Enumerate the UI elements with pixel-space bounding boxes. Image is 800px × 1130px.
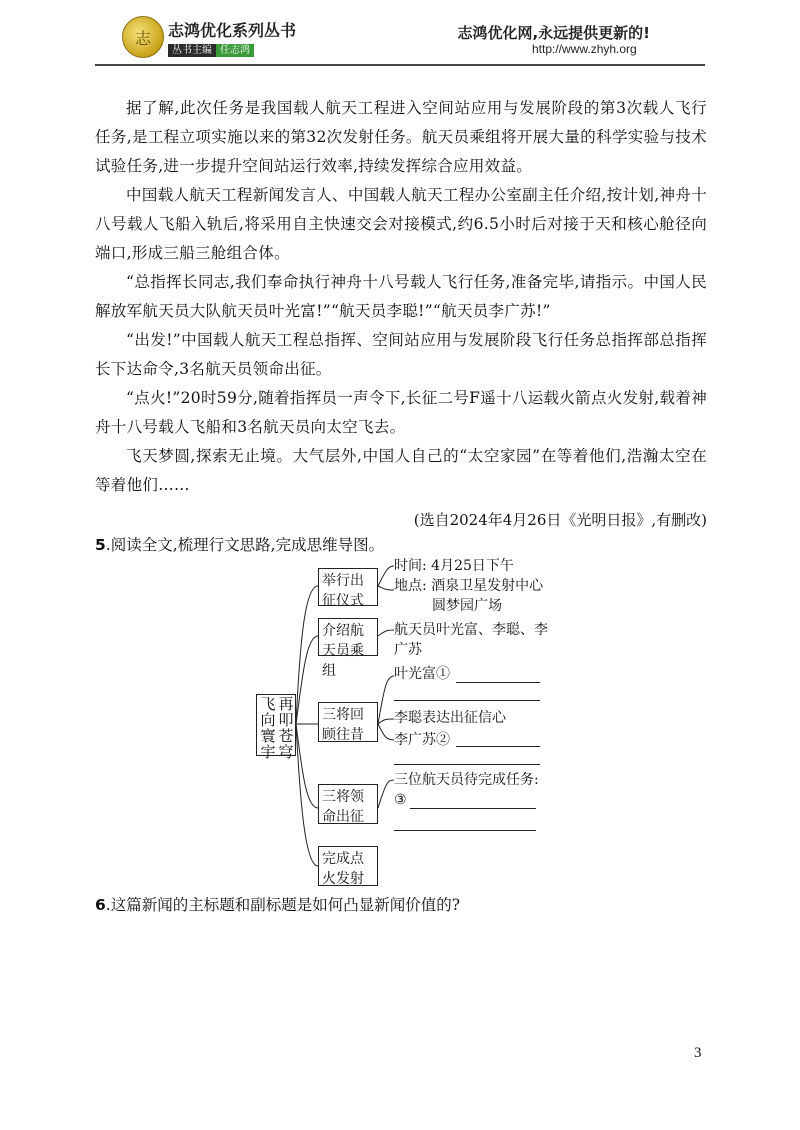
detail-place-2: 圆梦园广场 xyxy=(432,598,502,614)
article-body xyxy=(95,94,707,535)
paragraph: 中国载人航天工程新闻发言人、中国载人航天工程办公室副主任介绍,按计划,神舟十八号载人飞船入轨后,将采用自主快速交会对接模式,约6.5小时后对接于天和核心舱径向端口,形成三船三舱组合体。 xyxy=(95,186,707,262)
detail-place: 地点: 酒泉卫星发射中心 xyxy=(394,578,544,594)
answer-blank-2b[interactable] xyxy=(394,764,540,765)
detail-ye-guangfu: 叶光富① xyxy=(394,666,450,682)
site-url[interactable]: http://www.zhyh.org xyxy=(532,42,637,56)
answer-blank-3b[interactable] xyxy=(394,830,536,831)
detail-crew: 航天员叶光富、李聪、李 xyxy=(394,622,548,638)
question-number: 6 xyxy=(95,896,106,914)
detail-li-guangsu: 李广苏② xyxy=(394,732,450,748)
answer-blank-1b[interactable] xyxy=(394,700,540,701)
detail-task: 三位航天员待完成任务: xyxy=(394,772,539,788)
editor-label: 丛书主编 xyxy=(168,44,216,57)
answer-blank-1a[interactable] xyxy=(456,682,540,683)
paragraph: “点火!”20时59分,随着指挥员一声令下,长征二号F遥十八运载火箭点火发射,载着神舟十八号载人飞船和3名航天员向太空飞去。 xyxy=(95,389,707,436)
editor-name: 任志鸿 xyxy=(216,44,254,57)
page-number: 3 xyxy=(694,1045,702,1061)
paragraph: 据了解,此次任务是我国载人航天工程进入空间站应用与发展阶段的第3次载人飞行任务,是工程立项实施以来的第32次发射任务。航天员乘组将开展大量的科学实验与技术试验任务,进一步提升空间站运行效率,持续发挥综合应用效益。 xyxy=(95,99,707,175)
paragraph: “出发!”中国载人航天工程总指挥、空间站应用与发展阶段飞行任务总指挥部总指挥长下达命令,3名航天员领命出征。 xyxy=(95,331,707,378)
answer-blank-3a[interactable] xyxy=(410,808,536,809)
branch-ceremony: 举行出征仪式 xyxy=(318,568,378,606)
detail-task-blank-label: ③ xyxy=(394,792,407,808)
question-6 xyxy=(95,893,460,917)
detail-crew-2: 广苏 xyxy=(394,642,422,658)
branch-launch: 完成点火发射 xyxy=(318,846,378,886)
paragraph: “总指挥长同志,我们奉命执行神舟十八号载人飞行任务,准备完毕,请指示。中国人民解放军航天员大队航天员叶光富!”“航天员李聪!”“航天员李广苏!” xyxy=(95,273,707,320)
site-slogan: 志鸿优化网,永远提供更新的! xyxy=(457,24,650,42)
branch-depart: 三将领命出征 xyxy=(318,784,378,824)
answer-blank-2a[interactable] xyxy=(456,746,540,747)
question-5 xyxy=(95,533,384,557)
question-text: .阅读全文,梳理行文思路,完成思维导图。 xyxy=(105,536,385,554)
branch-recall: 三将回顾往昔 xyxy=(318,702,378,742)
paragraph: 飞天梦圆,探索无止境。大气层外,中国人自己的“太空家园”在等着他们,浩瀚太空在等着他们…… xyxy=(95,447,707,494)
series-logo-icon: 志 xyxy=(122,16,164,58)
series-editor xyxy=(168,41,254,56)
question-number: 5 xyxy=(95,536,106,554)
branch-crew-intro: 介绍航天员乘组 xyxy=(318,618,378,656)
detail-li-cong: 李聪表达出征信心 xyxy=(394,710,506,726)
page-header xyxy=(0,0,800,72)
header-divider xyxy=(95,64,705,66)
question-text: .这篇新闻的主标题和副标题是如何凸显新闻价值的? xyxy=(105,896,461,914)
root-subtitle: 飞向寰宇 xyxy=(258,696,277,760)
detail-time: 时间: 4月25日下午 xyxy=(394,558,514,574)
mind-map-root xyxy=(256,694,296,760)
series-title: 志鸿优化系列丛书 xyxy=(168,21,297,40)
root-main-title: 再叩苍穹 xyxy=(276,696,295,760)
article-source: (选自2024年4月26日《光明日报》,有删改) xyxy=(413,511,707,529)
